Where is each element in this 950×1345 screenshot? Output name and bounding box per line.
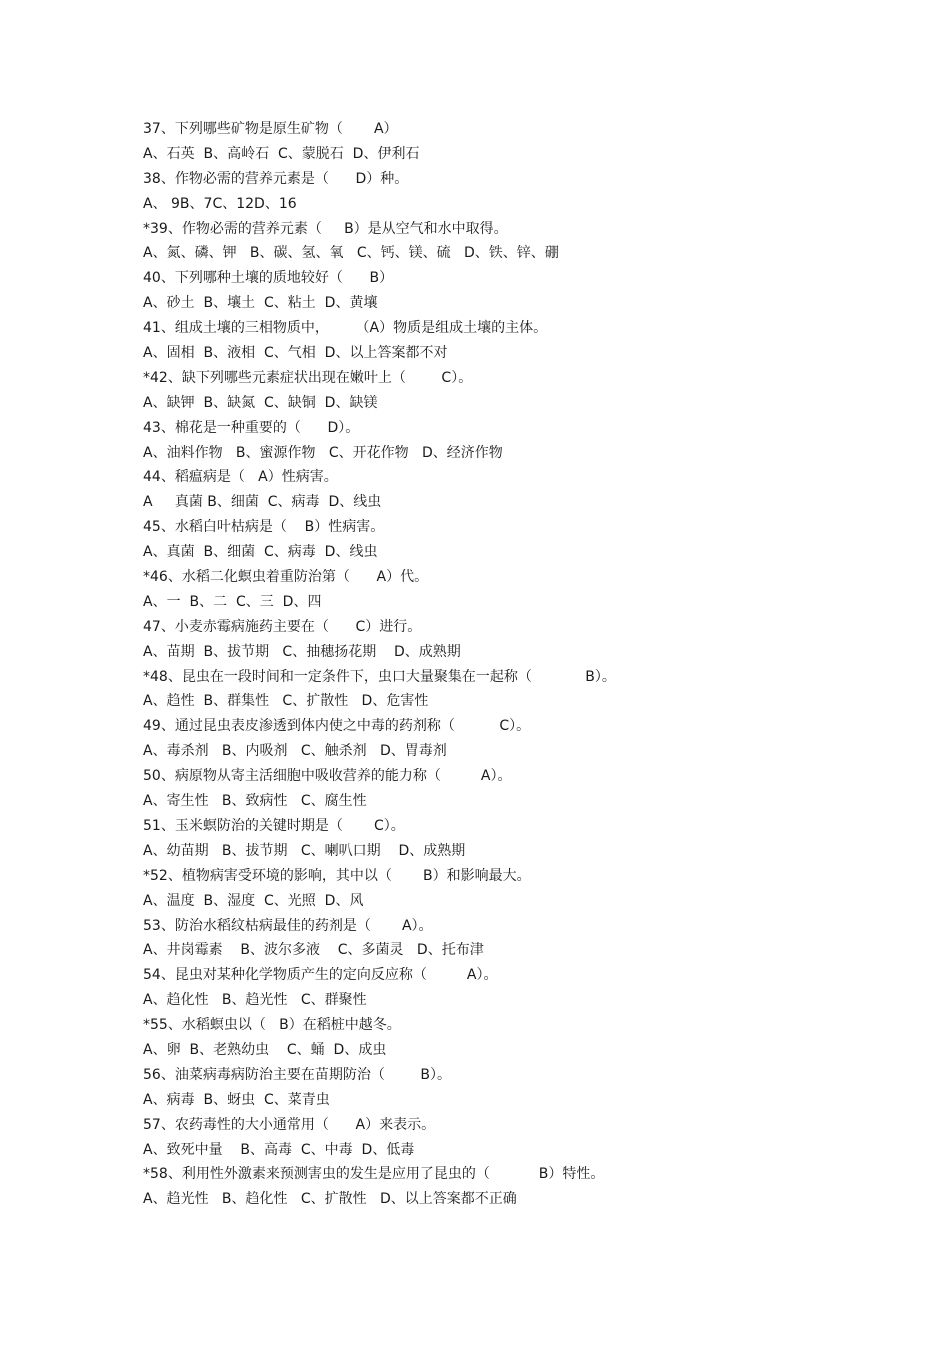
question-line: *58、利用性外激素来预测害虫的发生是应用了昆虫的（ B）特性。 <box>143 1166 605 1183</box>
options-line: A、氮、磷、钾 B、碳、氢、氧 C、钙、镁、硫 D、铁、锌、硼 <box>143 245 559 262</box>
options-line: A、油料作物 B、蜜源作物 C、开花作物 D、经济作物 <box>143 444 503 461</box>
options-line: A、温度 B、湿度 C、光照 D、风 <box>143 892 364 909</box>
options-line: A、幼苗期 B、拔节期 C、喇叭口期 D、成熟期 <box>143 842 466 859</box>
options-line: A、毒杀剂 B、内吸剂 C、触杀剂 D、胃毒剂 <box>143 743 447 760</box>
question-line: *39、作物必需的营养元素（ B）是从空气和水中取得。 <box>143 220 508 237</box>
options-line: A、真菌 B、细菌 C、病毒 D、线虫 <box>143 544 378 561</box>
question-line: 47、小麦赤霉病施药主要在（ C）进行。 <box>143 618 422 635</box>
question-line: 43、棉花是一种重要的（ D）。 <box>143 419 360 436</box>
options-line: A、井岗霉素 B、波尔多液 C、多菌灵 D、托布津 <box>143 942 484 959</box>
question-line: 57、农药毒性的大小通常用（ A）来表示。 <box>143 1116 436 1133</box>
options-line: A、致死中量 B、高毒 C、中毒 D、低毒 <box>143 1141 415 1158</box>
options-line: A 真菌 B、细菌 C、病毒 D、线虫 <box>143 494 382 511</box>
question-line: *52、植物病害受环境的影响，其中以（ B）和影响最大。 <box>143 867 531 884</box>
options-line: A、 9B、7C、12D、16 <box>143 195 297 212</box>
question-line: 37、下列哪些矿物是原生矿物（ A） <box>143 121 398 137</box>
options-line: A、病毒 B、蚜虫 C、菜青虫 <box>143 1091 330 1108</box>
options-line: A、寄生性 B、致病性 C、腐生性 <box>143 793 367 810</box>
question-line: 50、病原物从寄主活细胞中吸收营养的能力称（ A）。 <box>143 768 512 785</box>
question-line: *42、缺下列哪些元素症状出现在嫩叶上（ C）。 <box>143 369 473 386</box>
options-line: A、缺钾 B、缺氮 C、缺铜 D、缺镁 <box>143 394 378 411</box>
options-line: A、趋性 B、群集性 C、扩散性 D、危害性 <box>143 693 429 710</box>
options-line: A、一 B、二 C、三 D、四 <box>143 593 322 610</box>
question-line: 40、下列哪种土壤的质地较好（ B） <box>143 270 394 287</box>
question-line: 54、昆虫对某种化学物质产生的定向反应称（ A）。 <box>143 967 498 984</box>
options-line: A、趋化性 B、趋光性 C、群聚性 <box>143 992 367 1009</box>
question-line: 45、水稻白叶枯病是（ B）性病害。 <box>143 519 385 536</box>
question-line: 56、油菜病毒病防治主要在苗期防治（ B）。 <box>143 1066 452 1083</box>
question-line: *48、昆虫在一段时间和一定条件下，虫口大量聚集在一起称（ B）。 <box>143 668 616 685</box>
options-line: A、石英 B、高岭石 C、蒙脱石 D、伊利石 <box>143 145 420 162</box>
question-line: *55、水稻螟虫以（ B）在稻桩中越冬。 <box>143 1017 401 1034</box>
options-line: A、趋光性 B、趋化性 C、扩散性 D、以上答案都不正确 <box>143 1191 517 1208</box>
question-line: 51、玉米螟防治的关键时期是（ C）。 <box>143 817 405 834</box>
options-line: A、苗期 B、拔节期 C、抽穗扬花期 D、成熟期 <box>143 643 461 660</box>
question-list <box>143 117 823 1212</box>
question-line: 38、作物必需的营养元素是（ D）种。 <box>143 170 409 187</box>
options-line: A、固相 B、液相 C、气相 D、以上答案都不对 <box>143 345 448 362</box>
question-line: 44、稻瘟病是（ A）性病害。 <box>143 469 338 486</box>
options-line: A、卵 B、老熟幼虫 C、蛹 D、成虫 <box>143 1041 387 1058</box>
question-line: 53、防治水稻纹枯病最佳的药剂是（ A）。 <box>143 917 433 934</box>
question-line: *46、水稻二化螟虫着重防治第（ A）代。 <box>143 569 429 586</box>
question-line: 49、通过昆虫表皮渗透到体内使之中毒的药剂称（ C）。 <box>143 718 531 735</box>
options-line: A、砂土 B、壤土 C、粘土 D、黄壤 <box>143 295 378 312</box>
question-line: 41、组成土壤的三相物质中， （A）物质是组成土壤的主体。 <box>143 320 548 337</box>
